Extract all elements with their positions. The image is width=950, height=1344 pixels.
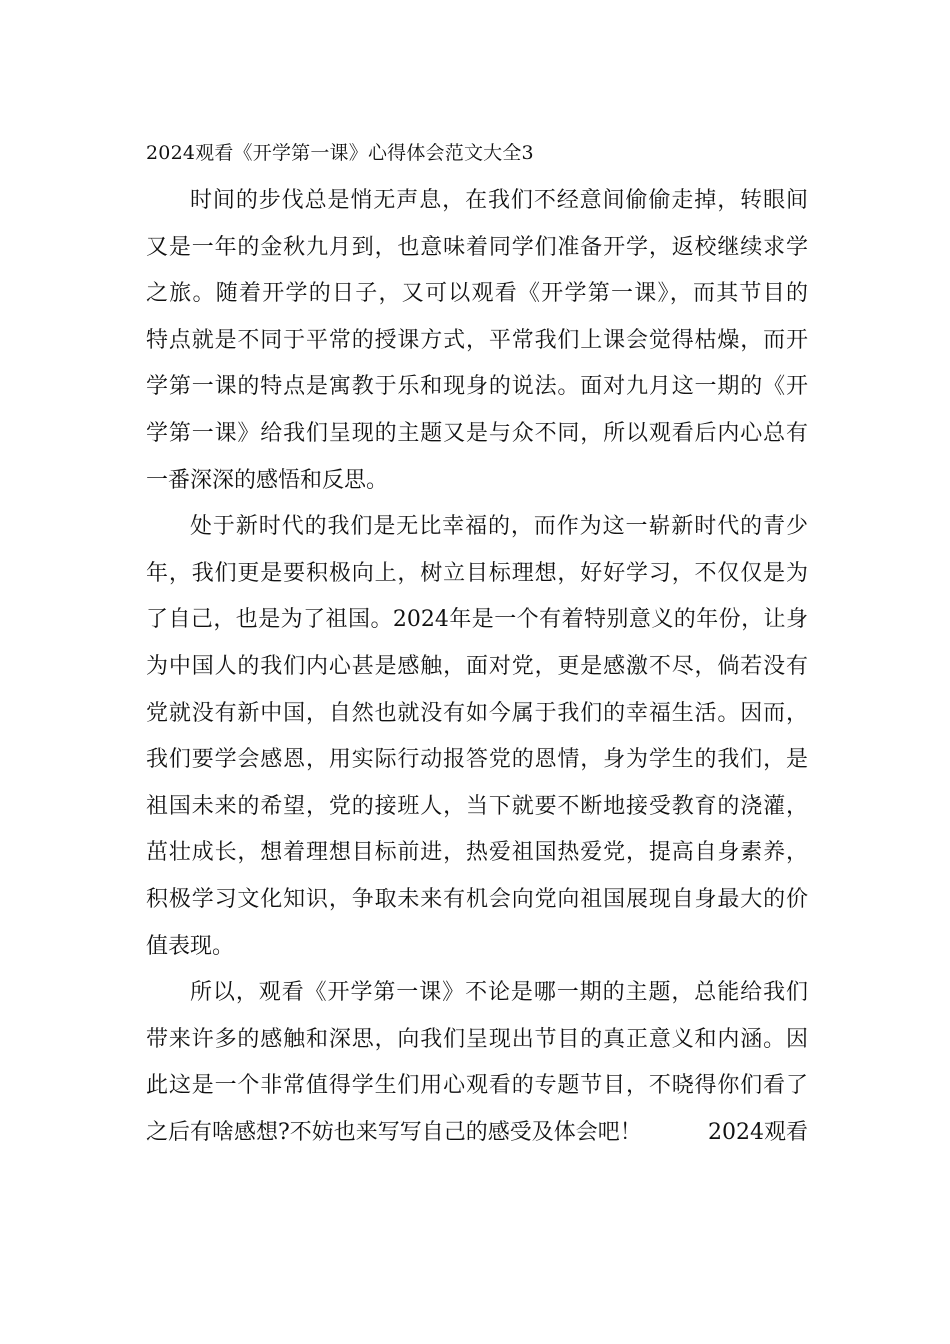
text-line: 又是一年的金秋九月到，也意味着同学们准备开学，返校继续求学 [146, 234, 808, 260]
text-line: 了自己，也是为了祖国。2024年是一个有着特别意义的年份，让身 [146, 607, 808, 633]
text-line: 值表现。 [146, 933, 235, 959]
text-line: 处于新时代的我们是无比幸福的，而作为这一崭新时代的青少 [190, 514, 808, 540]
document-title: 2024观看《开学第一课》心得体会范文大全3 [146, 142, 534, 164]
text-line: 之旅。随着开学的日子，又可以观看《开学第一课》，而其节目的 [146, 281, 808, 307]
text-line: 学第一课》给我们呈现的主题又是与众不同，所以观看后内心总有 [146, 420, 808, 446]
text-line: 所以，观看《开学第一课》不论是哪一期的主题，总能给我们 [190, 980, 808, 1006]
text-line: 党就没有新中国，自然也就没有如今属于我们的幸福生活。因而， [146, 700, 808, 726]
text-line: 茁壮成长，想着理想目标前进，热爱祖国热爱党，提高自身素养， [146, 840, 808, 866]
final-sentence: 之后有啥感想?不妨也来写写自己的感受及体会吧！ [146, 1119, 642, 1145]
text-line-final [146, 1110, 808, 1157]
text-line: 年，我们更是要积极向上，树立目标理想，好好学习，不仅仅是为 [146, 560, 808, 586]
text-line: 为中国人的我们内心甚是感触，面对党，更是感激不尽，倘若没有 [146, 653, 808, 679]
text-line: 一番深深的感悟和反思。 [146, 467, 389, 493]
text-line: 带来许多的感触和深思，向我们呈现出节目的真正意义和内涵。因 [146, 1026, 808, 1052]
paragraph-1 [146, 178, 808, 504]
text-line: 此这是一个非常值得学生们用心观看的专题节目，不晓得你们看了 [146, 1073, 808, 1099]
next-title-fragment: 2024观看 [708, 1119, 808, 1145]
text-line: 特点就是不同于平常的授课方式，平常我们上课会觉得枯燥，而开 [146, 327, 808, 353]
text-line: 我们要学会感恩，用实际行动报答党的恩情，身为学生的我们，是 [146, 747, 808, 773]
document-body [146, 178, 808, 1156]
text-line: 时间的步伐总是悄无声息，在我们不经意间偷偷走掉，转眼间 [190, 188, 808, 213]
paragraph-2 [146, 504, 808, 970]
paragraph-3 [146, 970, 808, 1156]
text-line: 祖国未来的希望，党的接班人，当下就要不断地接受教育的浇灌， [146, 793, 808, 819]
text-line: 积极学习文化知识，争取未来有机会向党向祖国展现自身最大的价 [146, 886, 808, 912]
text-line: 学第一课的特点是寓教于乐和现身的说法。面对九月这一期的《开 [146, 374, 808, 400]
